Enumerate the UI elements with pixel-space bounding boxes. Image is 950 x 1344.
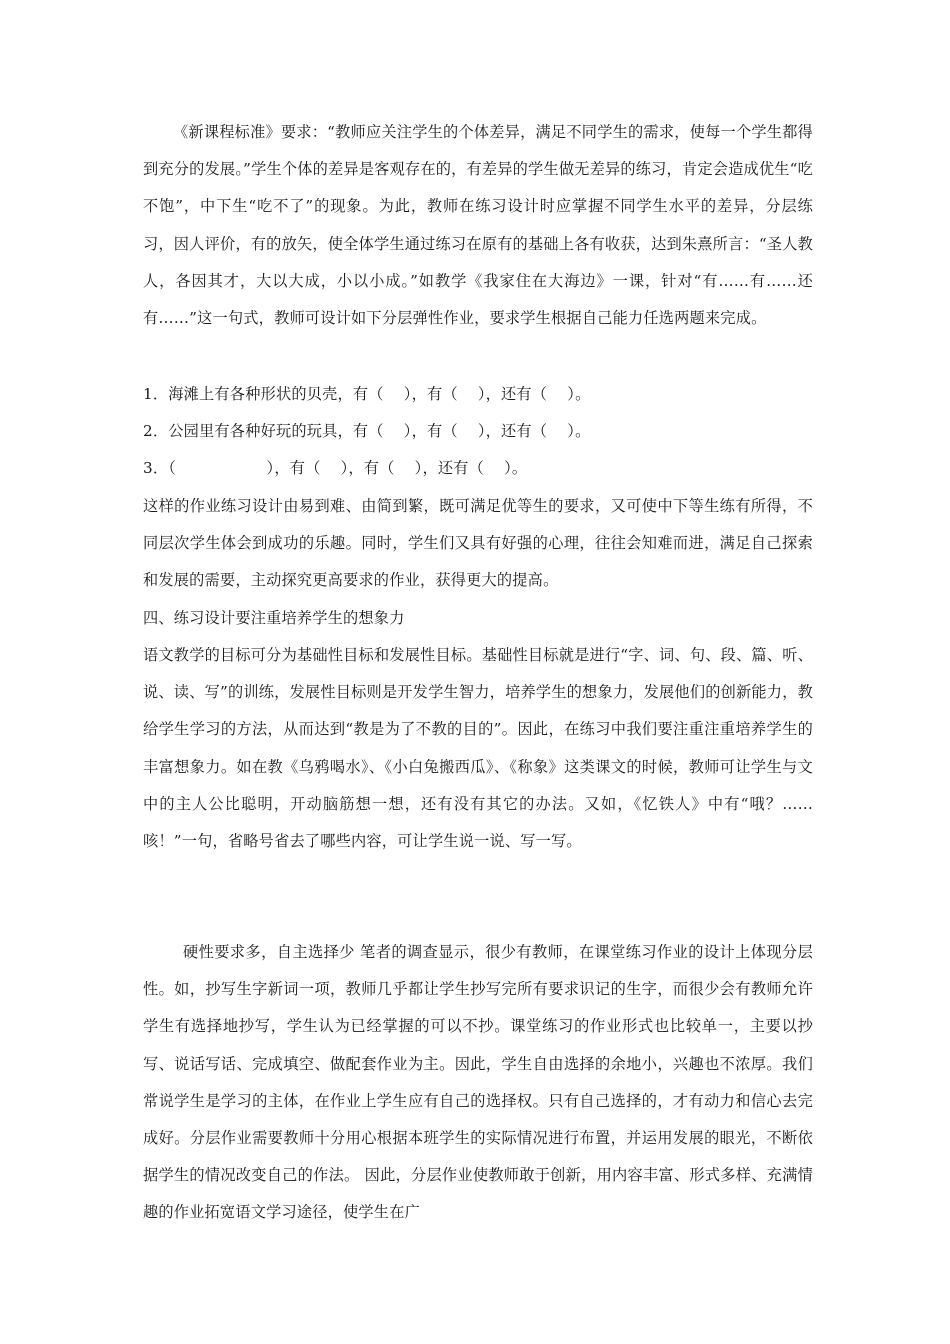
section-heading-4: 四、练习设计要注重培养学生的想象力 bbox=[143, 609, 405, 627]
paragraph-imagination: 语文教学的目标可分为基础性目标和发展性目标。基础性目标就是进行“字、词、句、段、篇、听、说、读、写”的训练，发展性目标则是开发学生智力，培养学生的想象力，发展他们的创新能力，教给学生学习的方法，从而达到“教是为了不教的目的”。因此，在练习中我们要注重注重培养学生的丰富想象力。如在教《乌鸦喝水》、《小白兔搬西瓜》、《称象》这类课文的时候，教师可让学生与文中的主人公比聪明，开动脑筋想一想，还有没有其它的办法。又如，《忆铁人》中有“哦？……咳！”一句，省略号省去了哪些内容，可让学生说一说、写一写。 bbox=[143, 646, 813, 851]
paragraph-curriculum-standard: 《新课程标准》要求：“教师应关注学生的个体差异，满足不同学生的需求，使每一个学生都得到充分的发展。”学生个体的差异是客观存在的，有差异的学生做无差异的练习，肯定会造成优生“吃不饱”，中下生“吃不了”的现象。为此，教师在练习设计时应掌握不同学生水平的差异，分层练习，因人评价，有的放矢，使全体学生通过练习在原有的基础上各有收获，达到朱熹所言：“圣人教人，各因其才，大以大成，小以小成。”如教学《我家住在大海边》一课，针对“有……有……还有……”这一句式，教师可设计如下分层弹性作业，要求学生根据自己能力任选两题来完成。 bbox=[143, 123, 813, 328]
exercise-item-3: 3．（ ），有（ ），有（ ），还有（ ）。 bbox=[143, 459, 528, 477]
exercise-item-2: 2．公园里有各种好玩的玩具，有（ ），有（ ），还有（ ）。 bbox=[143, 422, 591, 440]
paragraph-exercise-design: 这样的作业练习设计由易到难、由简到繁，既可满足优等生的要求，又可使中下等生练有所得，不同层次学生体会到成功的乐趣。同时，学生们又具有好强的心理，往往会知难而进，满足自己探索和发展的需要，主动探究更高要求的作业，获得更大的提高。 bbox=[143, 497, 813, 590]
exercise-item-1: 1．海滩上有各种形状的贝壳，有（ ），有（ ），还有（ ）。 bbox=[143, 385, 591, 403]
paragraph-layered-homework: 硬性要求多，自主选择少 笔者的调查显示，很少有教师，在课堂练习作业的设计上体现分层性。如，抄写生字新词一项，教师几乎都让学生抄写完所有要求识记的生字，而很少会有教师允许学生有选择地抄写，学生认为已经掌握的可以不抄。课堂练习的作业形式也比较单一，主要以抄写、说话写话、完成填空、做配套作业为主。因此，学生自由选择的余地小，兴趣也不浓厚。我们常说学生是学习的主体，在作业上学生应有自己的选择权。只有自己选择的，才有动力和信心去完成好。分层作业需要教师十分用心根据本班学生的实际情况进行布置，并运用发展的眼光，不断依据学生的情况改变自己的作法。 因此，分层作业使教师敢于创新，用内容丰富、形式多样、充满情趣的作业拓宽语文学习途径，使学生在广 bbox=[143, 943, 813, 1222]
